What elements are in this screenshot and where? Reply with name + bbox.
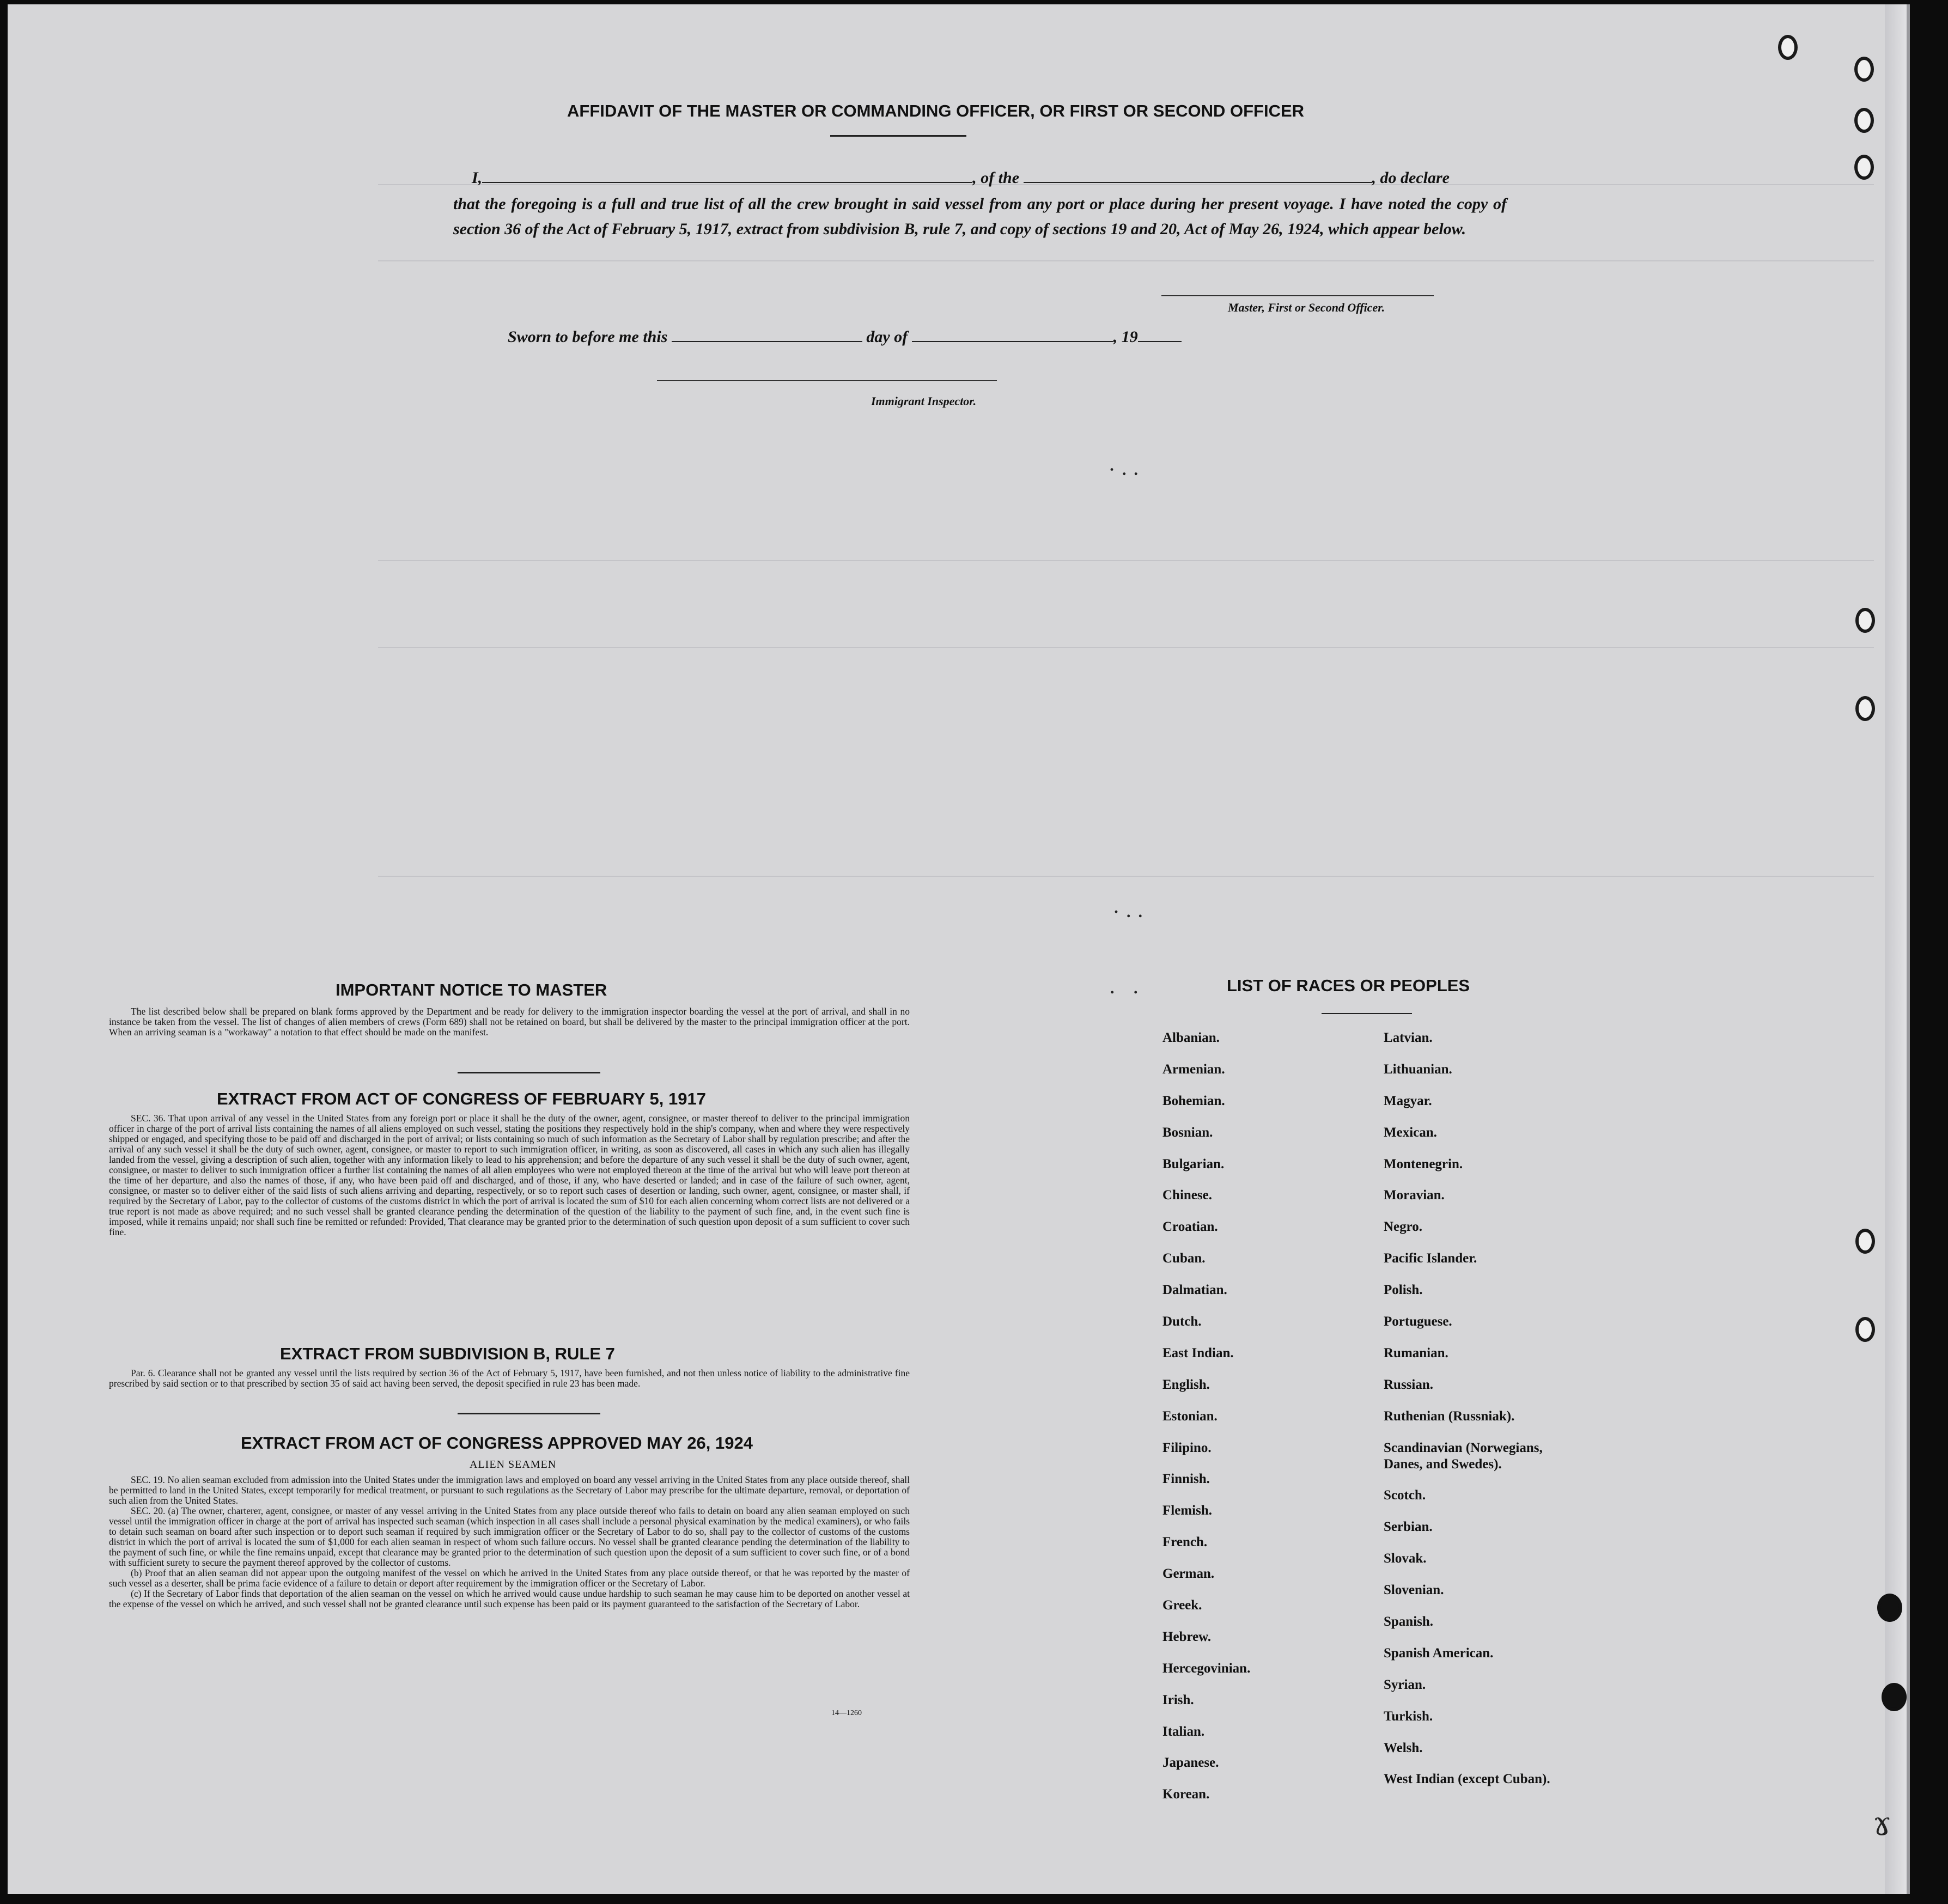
race-item: Moravian. xyxy=(1384,1188,1445,1203)
races-left-column xyxy=(1162,1030,1250,1818)
race-item: Rumanian. xyxy=(1384,1345,1448,1360)
bleed-through-rule xyxy=(378,260,1874,261)
sec-20a-paragraph: SEC. 20. (a) The owner, charterer, agent, consignee, or master of any vessel arriving in the United States from any place outside thereof who fails to detain on board any alien seaman employed on such vessel until the immigration officer in charge at the port of arrival has inspected such seaman (which inspection in all cases shall include a personal physical examination by the medical examiners), or who fails to detain such seaman on board after such inspection or to deport such seaman if required by such immigration officer or the Secretary of Labor to do so, shall pay to the collector of customs of the customs district in which the port of arrival is located the sum of $1,000 for each alien seaman in respect of whom such failure occurs. No vessel shall be granted clearance pending the determination of the liability to the payment of such fine, or while the fine remains unpaid, except that clearance may be granted prior to the determination of such question upon the deposit of a sum sufficient to cover such fine, or of a bond with sufficient surety to secure the payment thereof approved by the collector of customs. xyxy=(109,1505,910,1568)
binder-hole xyxy=(1855,1229,1875,1254)
race-item: English. xyxy=(1162,1377,1210,1392)
par-6-paragraph: Par. 6. Clearance shall not be granted any vessel until the lists required by section 36 of the Act of February 5, 1917, have been furnished, and not then unless notice of liability to the administrative fine prescribed by said section or to that prescribed by section 35 of said act having been served, the deposit specified in rule 23 has been made. xyxy=(109,1368,910,1389)
inspector-label: Immigrant Inspector. xyxy=(871,394,977,408)
year-label: , 19 xyxy=(1113,328,1138,346)
race-item: Polish. xyxy=(1384,1283,1423,1298)
binder-hole xyxy=(1855,1317,1875,1342)
master-signature-line xyxy=(1161,295,1434,296)
sworn-day-blank xyxy=(672,326,862,342)
race-item: Dalmatian. xyxy=(1162,1283,1227,1298)
races-rule xyxy=(1322,1013,1412,1014)
stray-dots: . . xyxy=(1110,979,1146,997)
bleed-through-rule xyxy=(378,876,1874,877)
document-page xyxy=(8,4,1910,1894)
handwritten-mark: ɤ xyxy=(1873,1805,1891,1843)
subdivision-b-text xyxy=(109,1368,910,1389)
race-item: Spanish American. xyxy=(1384,1645,1494,1661)
race-item: Negro. xyxy=(1384,1219,1423,1235)
notice-paragraph: The list described below shall be prepared on blank forms approved by the Department and be ready for delivery to the immigration inspector boarding the vessel at the port of arrival, and shall in no instance be taken from the vessel. The list of changes of alien members of crews (Form 689) shall not be retained on board, but shall be delivered by the master to the principal immigration officer at the port. When an arriving seaman is a "workaway" a notation to that effect should be made on the manifest. xyxy=(109,1006,910,1038)
bleed-through-rule xyxy=(378,647,1874,648)
race-item: Dutch. xyxy=(1162,1314,1202,1329)
declaration-text: that the foregoing is a full and true list of all the crew brought in said vessel from any port or place during her present voyage. I have noted the copy of section 36 of the Act of February 5, 1917, extract from subdivision B, rule 7, and copy of sections 19 and 20, Act of May 26, 1924, which appear below. xyxy=(453,195,1507,238)
extract-1924-heading: EXTRACT FROM ACT OF CONGRESS APPROVED MAY 26, 1924 xyxy=(241,1433,753,1453)
day-of-label: day of xyxy=(866,328,908,346)
race-item: Slovenian. xyxy=(1384,1583,1444,1598)
race-item: Slovak. xyxy=(1384,1551,1427,1566)
stray-dots: ·.. xyxy=(1113,903,1150,921)
race-item: Montenegrin. xyxy=(1384,1156,1463,1171)
sec-20c-paragraph: (c) If the Secretary of Labor finds that deportation of the alien seaman on the vessel on which he arrived would cause undue hardship to such seaman he may cause him to be deported on another vessel at the expense of the vessel on which he arrived, and such vessel shall not be granted clearance until such expense has been paid or its payment guaranteed to the satisfaction of the Secretary of Labor. xyxy=(109,1588,910,1609)
race-item: East Indian. xyxy=(1162,1345,1234,1360)
section-rule xyxy=(458,1072,600,1073)
stray-dots: ·.. xyxy=(1109,461,1146,479)
affidavit-heading: AFFIDAVIT OF THE MASTER OR COMMANDING OFFICER, OR FIRST OR SECOND OFFICER xyxy=(567,101,1305,120)
subdivision-b-heading: EXTRACT FROM SUBDIVISION B, RULE 7 xyxy=(280,1344,615,1363)
race-item: Syrian. xyxy=(1384,1677,1426,1692)
inspector-signature-line xyxy=(657,380,997,381)
race-item: Cuban. xyxy=(1162,1251,1206,1266)
race-item: West Indian (except Cuban). xyxy=(1384,1772,1550,1787)
race-item: Russian. xyxy=(1384,1377,1434,1392)
binder-hole xyxy=(1854,108,1874,133)
race-item: Irish. xyxy=(1162,1692,1194,1707)
race-item: Chinese. xyxy=(1162,1188,1212,1203)
sworn-month-blank xyxy=(912,326,1113,342)
sworn-year-blank xyxy=(1138,326,1182,342)
race-item: German. xyxy=(1162,1566,1215,1582)
race-item: Korean. xyxy=(1162,1787,1210,1802)
race-item: Scandinavian (Norwegians, xyxy=(1384,1440,1543,1455)
race-item: Hercegovinian. xyxy=(1162,1661,1251,1676)
declare-label: , do declare xyxy=(1372,169,1450,187)
master-label: Master, First or Second Officer. xyxy=(1228,301,1385,314)
declarant-name-blank xyxy=(482,167,972,183)
vessel-label: , of the xyxy=(972,169,1020,187)
binder-hole xyxy=(1855,608,1875,633)
sworn-line xyxy=(508,326,1182,346)
race-item: Bohemian. xyxy=(1162,1093,1225,1108)
race-item: Lithuanian. xyxy=(1384,1061,1452,1077)
extract-1924-text xyxy=(109,1475,910,1609)
race-item: Filipino. xyxy=(1162,1440,1212,1455)
race-item: Croatian. xyxy=(1162,1219,1218,1235)
race-item: Hebrew. xyxy=(1162,1629,1212,1644)
alien-seamen-subheading: ALIEN SEAMEN xyxy=(470,1458,557,1470)
sec-36-paragraph: SEC. 36. That upon arrival of any vessel in the United States from any foreign port or place it shall be the duty of the owner, agent, consignee, or master thereof to deliver to the principal immigration officer in charge of the port of arrival lists containing the names of all aliens employed on such vessel, stating the positions they respectively hold in the ship's company, when and where they were respectively shipped or engaged, and specifying those to be paid off and discharged in the port of arrival; or lists containing so much of such information as the Secretary of Labor shall by regulation prescribe; and after the arrival of any such vessel it shall be the duty of such owner, agent, consignee, or master to report to such immigration officer, in writing, as soon as discovered, all cases in which any such alien has illegally landed from the vessel, giving a description of such alien, together with any information likely to lead to his apprehension; and before the departure of any such vessel it shall be the duty of such owner, agent, consignee, or master to deliver to such immigration officer a further list containing the names of all alien employees who were not employed thereon at the time of the arrival but who will leave port thereon at the time of her departure, and also the names of those, if any, who have been paid off and discharged, and of those, if any, who have deserted or landed; and in case of the failure of such owner, agent, consignee, or master so to deliver either of the said lists of such aliens arriving and departing, respectively, or so to report such cases of desertion or landing, such owner, agent, consignee, or master shall, if required by the Secretary of Labor, pay to the collector of customs of the customs district in which the port of arrival is located the sum of $10 for each alien concerning whom correct lists are not delivered or a true report is not made as above required; and no such vessel shall be granted clearance pending the determination of the question of the liability to the payment of such fine, and, in the event such fine is imposed, while it remains unpaid; nor shall such fine be remitted or refunded: Provided, That clearance may be granted prior to the determination of such question upon deposit of a sum sufficient to cover such fine. xyxy=(109,1113,910,1237)
notice-text xyxy=(109,1006,910,1038)
binder-hole-filled xyxy=(1877,1594,1902,1622)
race-item: Italian. xyxy=(1162,1724,1205,1739)
sworn-label: Sworn to before me this xyxy=(508,328,668,346)
section-rule xyxy=(458,1413,600,1414)
binder-hole xyxy=(1854,155,1874,180)
binder-hole-filled xyxy=(1882,1683,1907,1711)
races-right-column xyxy=(1384,1030,1550,1803)
race-item: Welsh. xyxy=(1384,1740,1423,1755)
race-item: Albanian. xyxy=(1162,1030,1220,1045)
race-item: Bosnian. xyxy=(1162,1125,1213,1140)
race-item: Flemish. xyxy=(1162,1503,1212,1518)
race-item: Portuguese. xyxy=(1384,1314,1452,1329)
race-item: Armenian. xyxy=(1162,1061,1225,1077)
bleed-through-rule xyxy=(378,560,1874,561)
sec-19-paragraph: SEC. 19. No alien seaman excluded from admission into the United States under the immigration laws and employed on board any vessel arriving in the United States from any place outside thereof, shall be permitted to land in the United States, except temporarily for medical treatment, or pursuant to such regulations as the Secretary of Labor may prescribe for the ultimate departure, removal, or deportation of such alien from the United States. xyxy=(109,1474,910,1506)
race-item: Pacific Islander. xyxy=(1384,1251,1477,1266)
race-item: Estonian. xyxy=(1162,1408,1218,1424)
extract-1917-text xyxy=(109,1113,910,1237)
sec-20b-paragraph: (b) Proof that an alien seaman did not appear upon the outgoing manifest of the vessel on which he arrived in the United States from any place outside thereof, or that he was reported by the master of such vessel as a deserter, shall be prima facie evidence of a failure to detain or deport after requirement by the immigration officer or the Secretary of Labor. xyxy=(109,1567,910,1589)
binder-hole xyxy=(1778,35,1798,60)
extract-1917-heading: EXTRACT FROM ACT OF CONGRESS OF FEBRUARY 5, 1917 xyxy=(217,1089,706,1108)
declarant-label: I, xyxy=(472,169,483,187)
heading-rule xyxy=(830,135,966,137)
race-item: Latvian. xyxy=(1384,1030,1433,1045)
notice-heading: IMPORTANT NOTICE TO MASTER xyxy=(336,980,607,999)
vessel-name-blank xyxy=(1024,167,1372,183)
race-item: Turkish. xyxy=(1384,1708,1433,1724)
declaration-line-1 xyxy=(472,167,1450,187)
races-heading: LIST OF RACES OR PEOPLES xyxy=(1227,976,1470,995)
race-item: Serbian. xyxy=(1384,1519,1433,1535)
races-list xyxy=(1162,1030,1653,1815)
race-item: Mexican. xyxy=(1384,1125,1437,1140)
race-item: Japanese. xyxy=(1162,1755,1219,1771)
form-number: 14—1260 xyxy=(831,1709,862,1717)
race-item: Spanish. xyxy=(1384,1614,1434,1630)
race-item: French. xyxy=(1162,1535,1208,1550)
race-item: Danes, and Swedes). xyxy=(1384,1456,1502,1472)
race-item: Scotch. xyxy=(1384,1488,1426,1503)
race-item: Finnish. xyxy=(1162,1472,1210,1487)
race-item: Ruthenian (Russniak). xyxy=(1384,1408,1515,1424)
race-item: Magyar. xyxy=(1384,1093,1432,1108)
binder-hole xyxy=(1854,57,1874,82)
race-item: Greek. xyxy=(1162,1598,1202,1613)
race-item: Bulgarian. xyxy=(1162,1156,1225,1171)
binder-hole xyxy=(1855,696,1875,721)
